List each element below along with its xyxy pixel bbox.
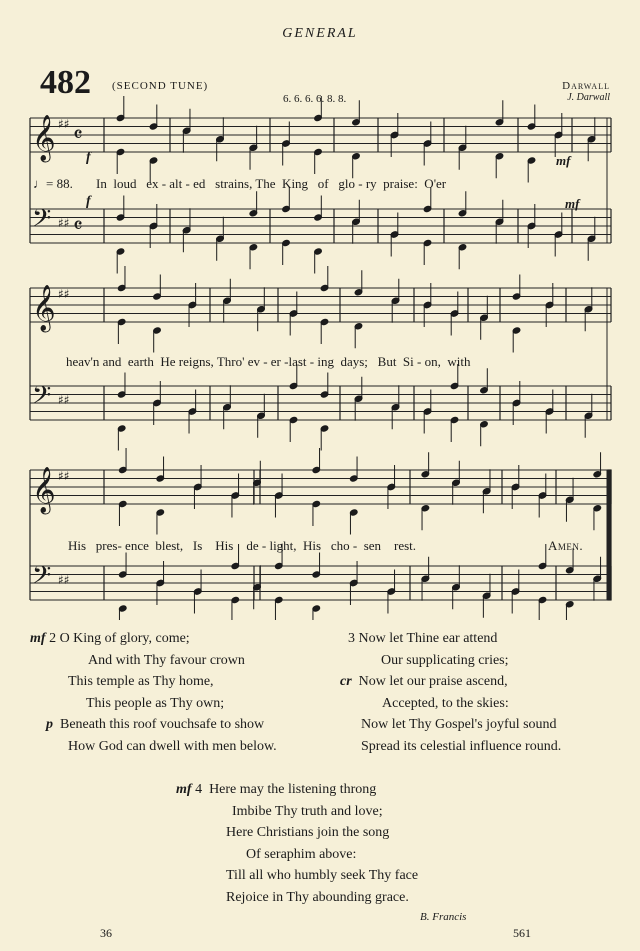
verse-4-line-4: Of seraphim above: — [246, 846, 357, 862]
verse-4-line-5: Till all who humbly seek Thy face — [226, 868, 419, 884]
key-signature-icon: ♯♯ — [58, 573, 70, 587]
time-signature-icon: 𝄴 — [73, 214, 83, 239]
verse-4-line-3: Here Christians join the song — [226, 825, 390, 841]
dynamic-mf-bass: mf — [565, 196, 580, 211]
tempo-mark — [33, 176, 73, 192]
quarter-note-icon: ♩ — [33, 176, 46, 191]
meter: 6. 6. 6. 6. 8. 8. — [283, 93, 347, 105]
verse-2-line-5: Beneath this roof vouchsafe to show — [60, 717, 265, 733]
treble-clef-icon: 𝄞 — [32, 115, 56, 161]
verse-2-dynamic: mf — [30, 631, 46, 646]
verse-2-line-1: O King of glory, come; — [59, 631, 190, 646]
bass-clef-icon: 𝄢 — [32, 381, 52, 416]
verse-4-number: 4 — [195, 782, 203, 797]
page-number-right: 561 — [513, 926, 531, 940]
verse-4-dynamic: mf — [176, 782, 192, 797]
key-signature-icon: ♯♯ — [58, 117, 70, 131]
verse-3 — [340, 628, 640, 758]
tune-name: Darwall — [562, 80, 610, 92]
hymn-author: B. Francis — [420, 911, 467, 923]
verse-3-line-4: Accepted, to the skies: — [382, 695, 509, 711]
tempo-value: = 88. — [46, 176, 73, 191]
verse-3-line-2: Our supplicating cries; — [381, 652, 509, 668]
verse-4 — [176, 779, 496, 909]
verse-3-line-3: Now let our praise ascend, — [358, 674, 508, 690]
verse-3-line-1: Now let Thine ear attend — [358, 631, 498, 646]
verse-4-line-1: Here may the listening throng — [209, 782, 377, 797]
composer: J. Darwall — [567, 92, 610, 103]
key-signature-icon: ♯♯ — [58, 469, 70, 483]
verse-2-line-4: This people as Thy own; — [86, 695, 225, 711]
amen: Amen. — [548, 538, 584, 553]
bass-clef-icon: 𝄢 — [32, 561, 52, 596]
lyrics-line-2: heav'n and earth He reigns, Thro' ev - er -last - ing days; But Si - on, with — [66, 354, 471, 369]
verse-3-line-6: Spread its celestial influence round. — [361, 738, 562, 754]
verse-3-line-5: Now let Thy Gospel's joyful sound — [361, 717, 557, 733]
treble-clef-icon: 𝄞 — [32, 285, 56, 331]
tune-label: (SECOND TUNE) — [112, 80, 209, 92]
bass-clef-icon: 𝄢 — [32, 204, 52, 239]
verse-2-number: 2 — [49, 631, 57, 646]
final-barline — [608, 470, 611, 600]
verse-3-dynamic-cr: cr — [340, 674, 352, 690]
key-signature-icon: ♯♯ — [58, 287, 70, 301]
verse-4-line-2: Imbibe Thy truth and love; — [232, 803, 383, 819]
verse-4-line-6: Rejoice in Thy abounding grace. — [226, 889, 409, 905]
lyrics-line-3: His pres- ence blest, Is His de - light, His cho - sen rest. — [68, 538, 417, 553]
verse-3-number: 3 — [348, 631, 355, 646]
section-header: GENERAL — [282, 26, 358, 41]
treble-clef-icon: 𝄞 — [32, 467, 56, 513]
verse-2-line-3: This temple as Thy home, — [68, 674, 214, 690]
hymn-number: 482 — [40, 64, 91, 101]
dynamic-f-treble: f — [86, 150, 91, 165]
key-signature-icon: ♯♯ — [58, 216, 70, 230]
verse-2-dynamic-p: p — [46, 717, 53, 733]
dynamic-f-bass: f — [86, 194, 91, 209]
page-number-left: 36 — [100, 926, 112, 940]
time-signature-icon: 𝄴 — [73, 123, 83, 148]
key-signature-icon: ♯♯ — [58, 393, 70, 407]
lyrics-line-1: In loud ex - alt - ed strains, The King of glo - ry praise: O'er — [96, 176, 447, 191]
verse-2-line-2: And with Thy favour crown — [88, 652, 245, 668]
verse-2-line-6: How God can dwell with men below. — [68, 738, 277, 754]
dynamic-mf-treble: mf — [556, 153, 571, 168]
verse-2 — [30, 628, 330, 758]
